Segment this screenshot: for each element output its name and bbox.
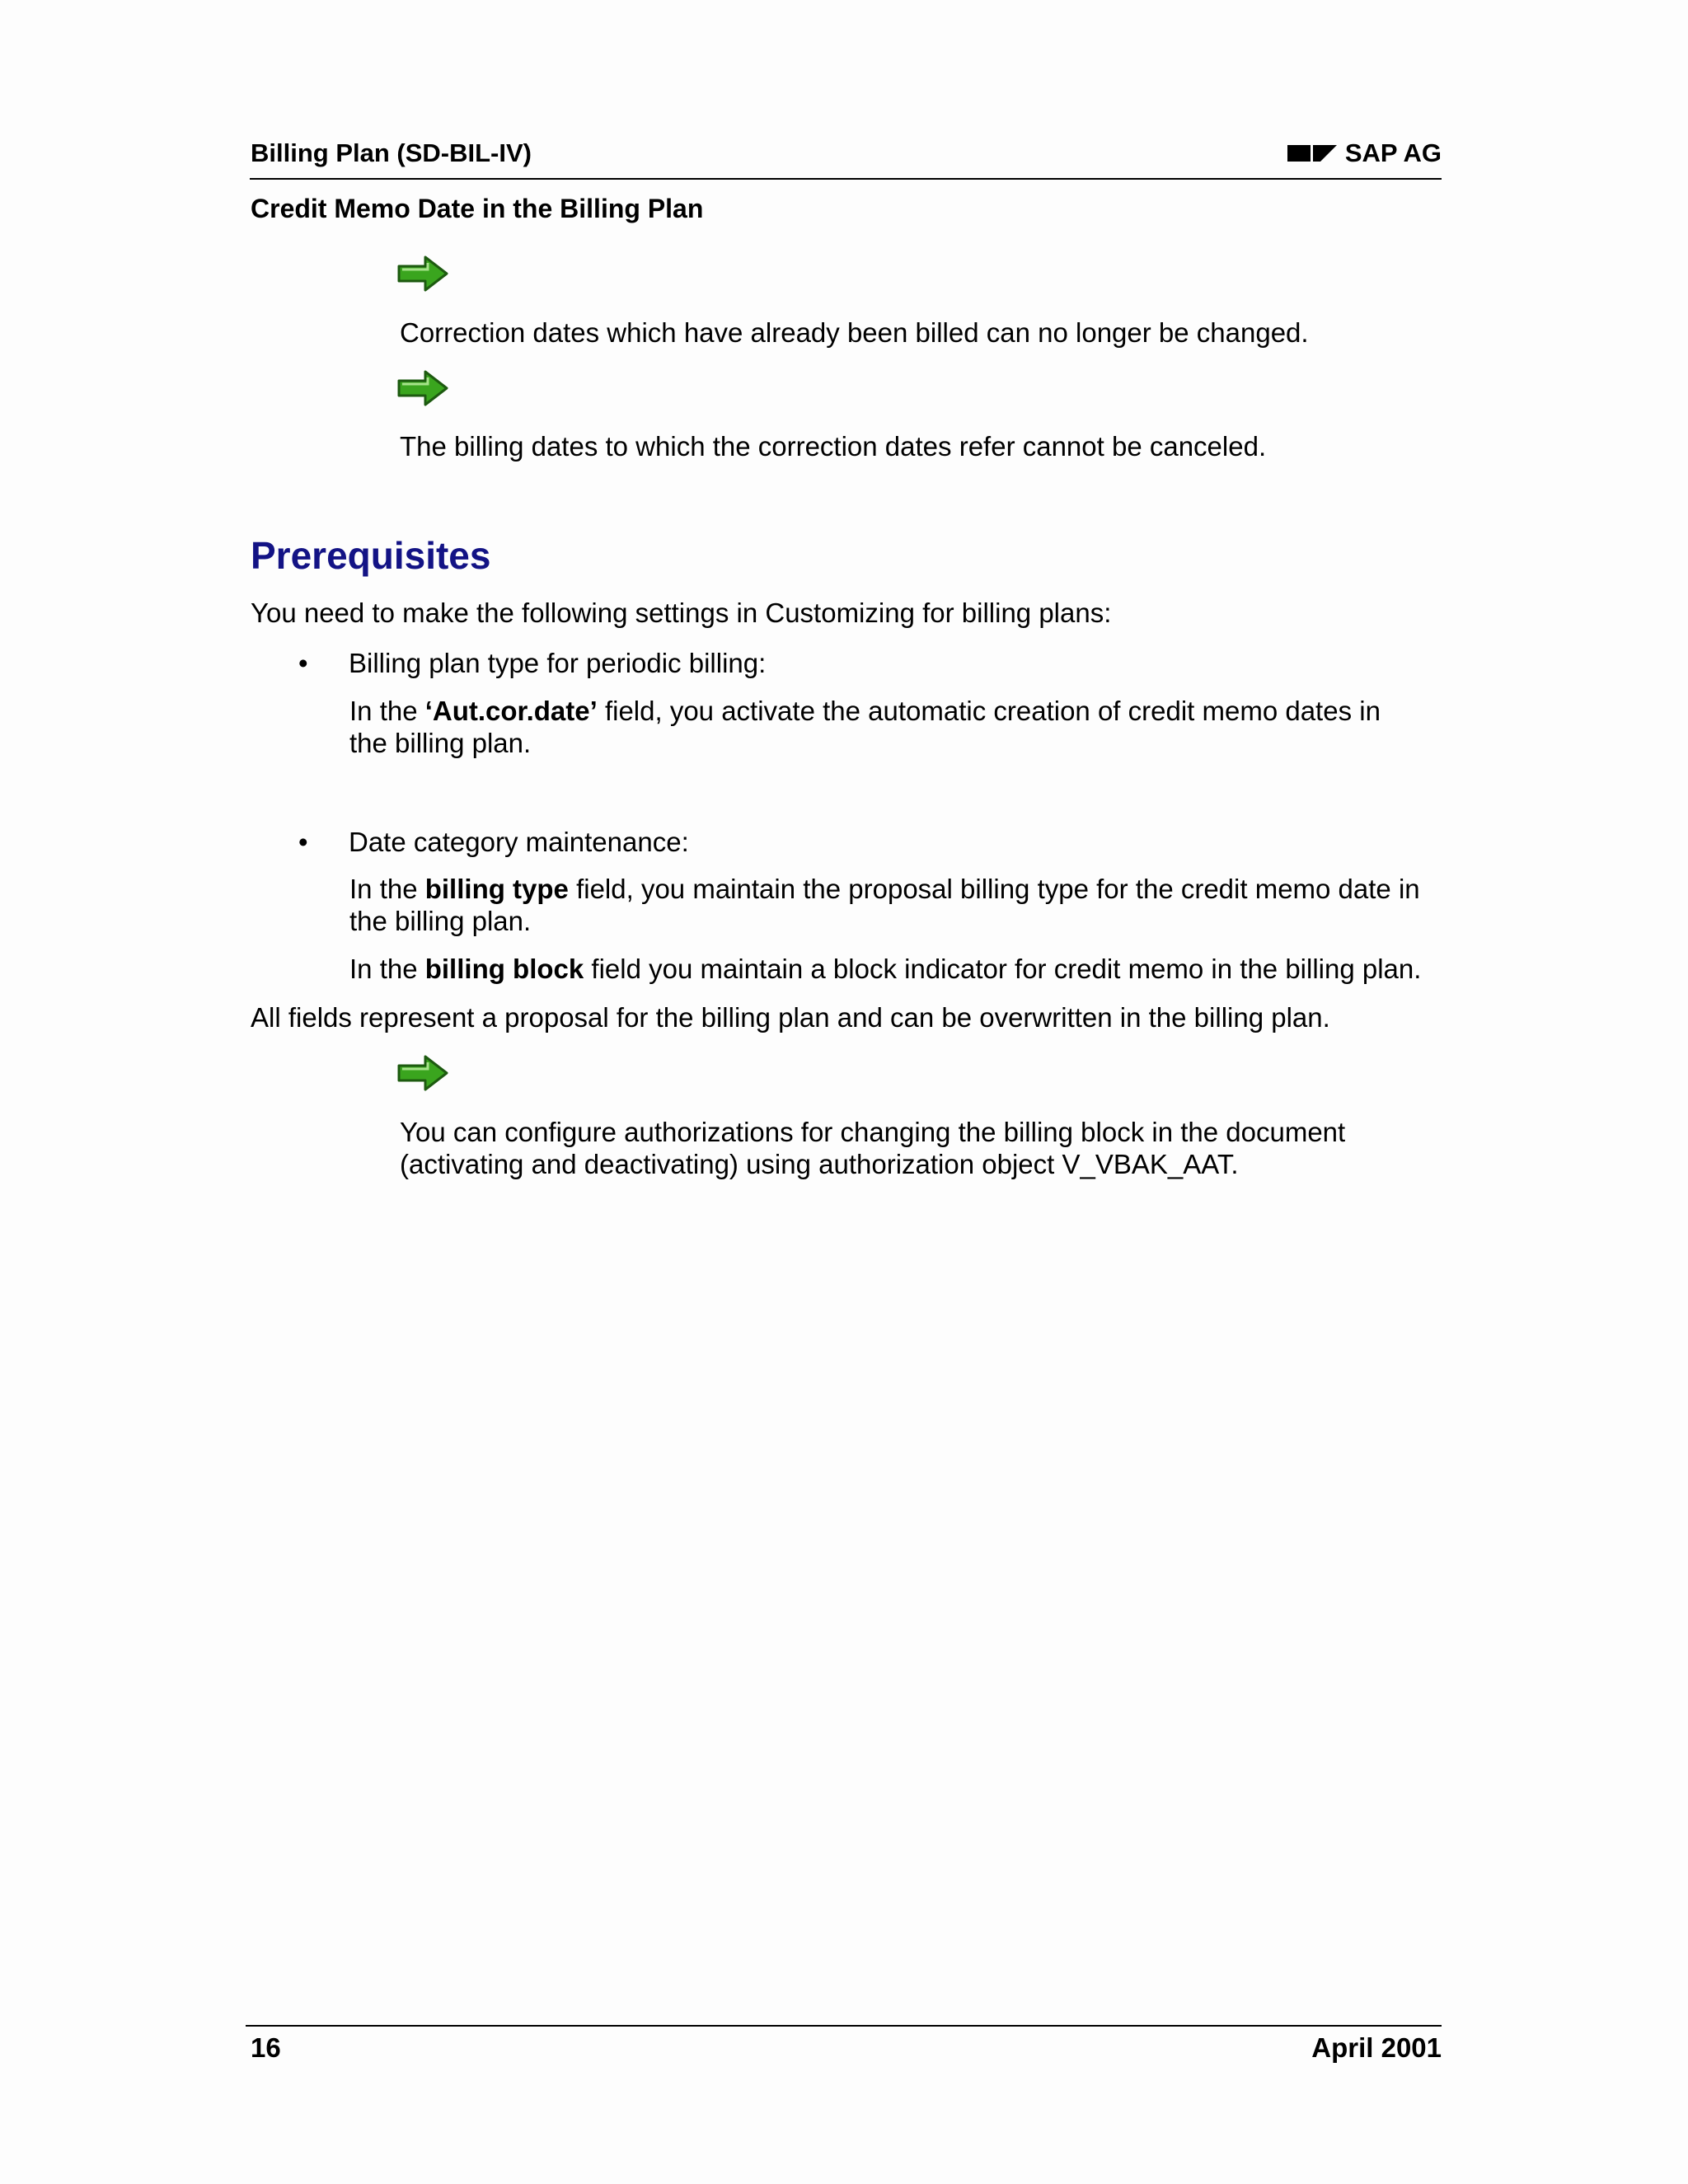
sap-logo-icon — [1287, 143, 1337, 164]
detail-suffix: field, you activate the automatic creation of credit memo dates in — [597, 696, 1381, 726]
field-name-billing-type: billing type — [424, 874, 569, 904]
detail-suffix: field, you maintain the proposal billing type for the credit memo date in — [568, 874, 1420, 904]
detail-line2: the billing plan. — [349, 906, 532, 936]
detail-suffix: field you maintain a block indicator for credit memo in the billing plan. — [584, 954, 1422, 984]
field-name-billing-block: billing block — [424, 954, 584, 984]
field-name-aut-cor-date: ‘Aut.cor.date’ — [424, 696, 598, 726]
prerequisites-closing: All fields represent a proposal for the billing plan and can be overwritten in the billing plan. — [251, 1002, 1330, 1033]
bullet-detail-3 — [349, 953, 1446, 985]
header-title: Billing Plan (SD-BIL-IV) — [251, 138, 532, 167]
page-header — [250, 138, 1442, 180]
note-text-1: Correction dates which have already been billed can no longer be changed. — [400, 317, 1309, 348]
note-text-3 — [400, 1116, 1414, 1180]
green-arrow-note-icon — [397, 369, 448, 407]
note-line-1: You can configure authorizations for changing the billing block in the document — [400, 1117, 1346, 1147]
detail-prefix: In the — [349, 874, 425, 904]
page-footer — [246, 2025, 1442, 2068]
detail-line2: the billing plan. — [349, 728, 532, 758]
note-text-2: The billing dates to which the correction dates refer cannot be canceled. — [400, 431, 1267, 462]
prerequisites-intro: You need to make the following settings in Customizing for billing plans: — [251, 598, 1112, 628]
page-number: 16 — [251, 2032, 281, 2063]
company-name: SAP AG — [1344, 138, 1442, 167]
bullet-label-2: Date category maintenance: — [349, 827, 689, 857]
header-company — [1287, 138, 1442, 168]
section-subtitle: Credit Memo Date in the Billing Plan — [251, 194, 704, 223]
note-line-2: (activating and deactivating) using authorization object V_VBAK_AAT. — [400, 1149, 1239, 1179]
bullet-marker: • — [298, 827, 308, 857]
bullet-detail-1 — [349, 695, 1446, 759]
prerequisites-heading: Prerequisites — [251, 534, 491, 577]
green-arrow-note-icon — [397, 255, 448, 293]
detail-prefix: In the — [349, 954, 425, 984]
bullet-detail-2 — [349, 873, 1446, 937]
detail-prefix: In the — [349, 696, 425, 726]
bullet-marker: • — [298, 648, 308, 678]
bullet-label-1: Billing plan type for periodic billing: — [349, 648, 767, 678]
footer-date: April 2001 — [1311, 2032, 1442, 2063]
green-arrow-note-icon — [397, 1054, 448, 1092]
